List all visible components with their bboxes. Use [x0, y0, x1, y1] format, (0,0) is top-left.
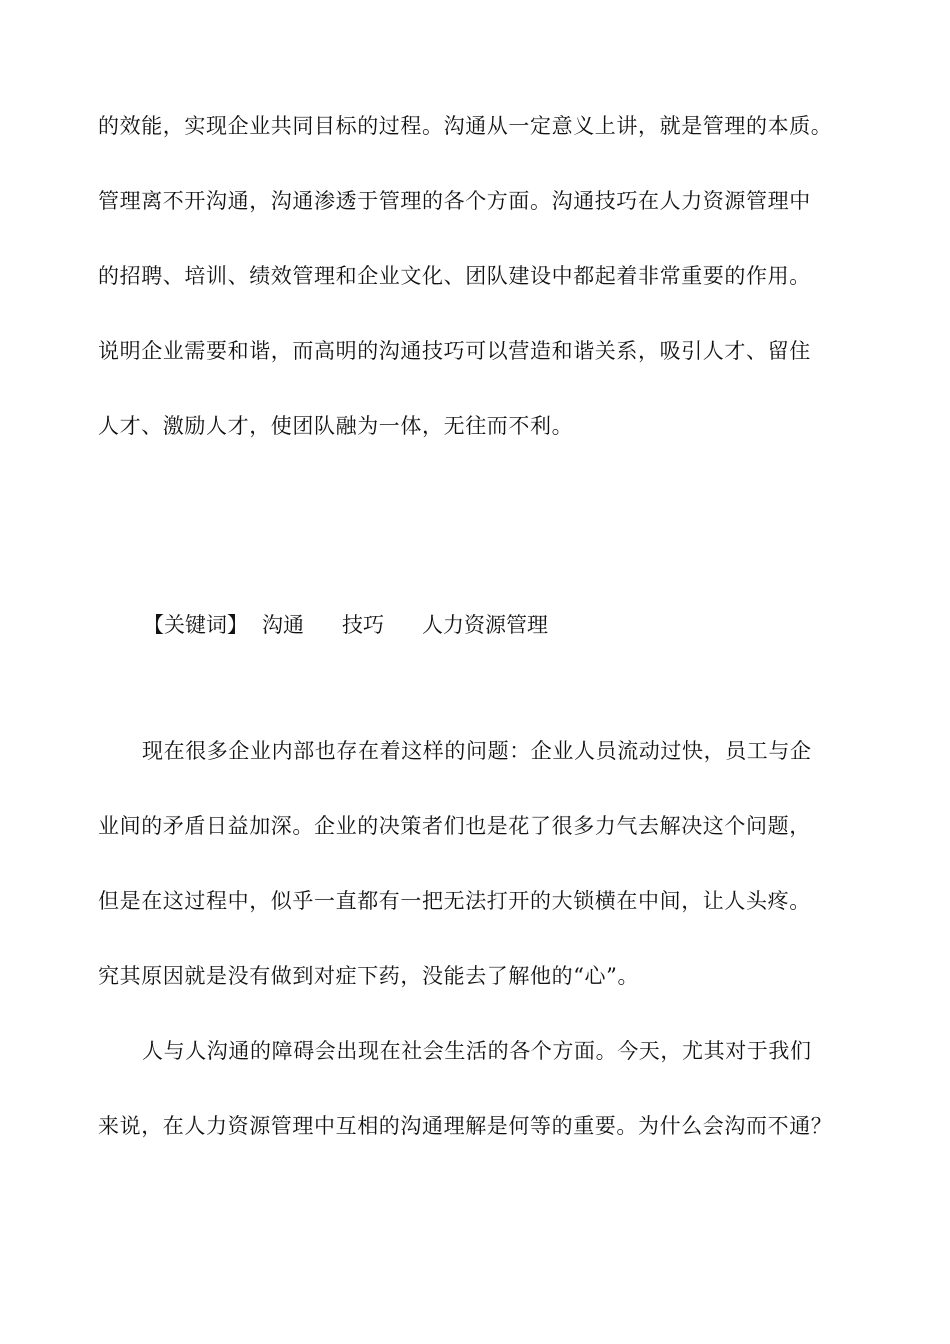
- abstract-line: 人才、激励人才，使团队融为一体，无往而不利。: [98, 414, 574, 438]
- keywords-row: [143, 611, 586, 639]
- paragraph-line: 究其原因就是没有做到对症下药，没能去了解他的“心”。: [98, 964, 640, 988]
- keyword-item: 沟通: [262, 613, 304, 637]
- keyword-item: 人力资源管理: [422, 613, 548, 637]
- paragraph-line: 业间的矛盾日益加深。企业的决策者们也是花了很多力气去解决这个问题，: [98, 814, 811, 838]
- keyword-item: 技巧: [342, 613, 384, 637]
- paragraph-line: 人与人沟通的障碍会出现在社会生活的各个方面。今天，尤其对于我们: [142, 1039, 812, 1063]
- abstract-line: 管理离不开沟通，沟通渗透于管理的各个方面。沟通技巧在人力资源管理中: [98, 189, 811, 213]
- keywords-label: 【关键词】: [143, 613, 248, 637]
- abstract-line: 的招聘、培训、绩效管理和企业文化、团队建设中都起着非常重要的作用。: [98, 264, 811, 288]
- abstract-line: 说明企业需要和谐，而高明的沟通技巧可以营造和谐关系，吸引人才、留住: [98, 339, 811, 363]
- paragraph-line: 现在很多企业内部也存在着这样的问题：企业人员流动过快，员工与企: [142, 739, 812, 763]
- abstract-line: 的效能，实现企业共同目标的过程。沟通从一定意义上讲，就是管理的本质。: [98, 114, 833, 138]
- paragraph-line: 但是在这过程中，似乎一直都有一把无法打开的大锁横在中间，让人头疼。: [98, 889, 811, 913]
- paragraph-line: 来说，在人力资源管理中互相的沟通理解是何等的重要。为什么会沟而不通？: [98, 1114, 833, 1138]
